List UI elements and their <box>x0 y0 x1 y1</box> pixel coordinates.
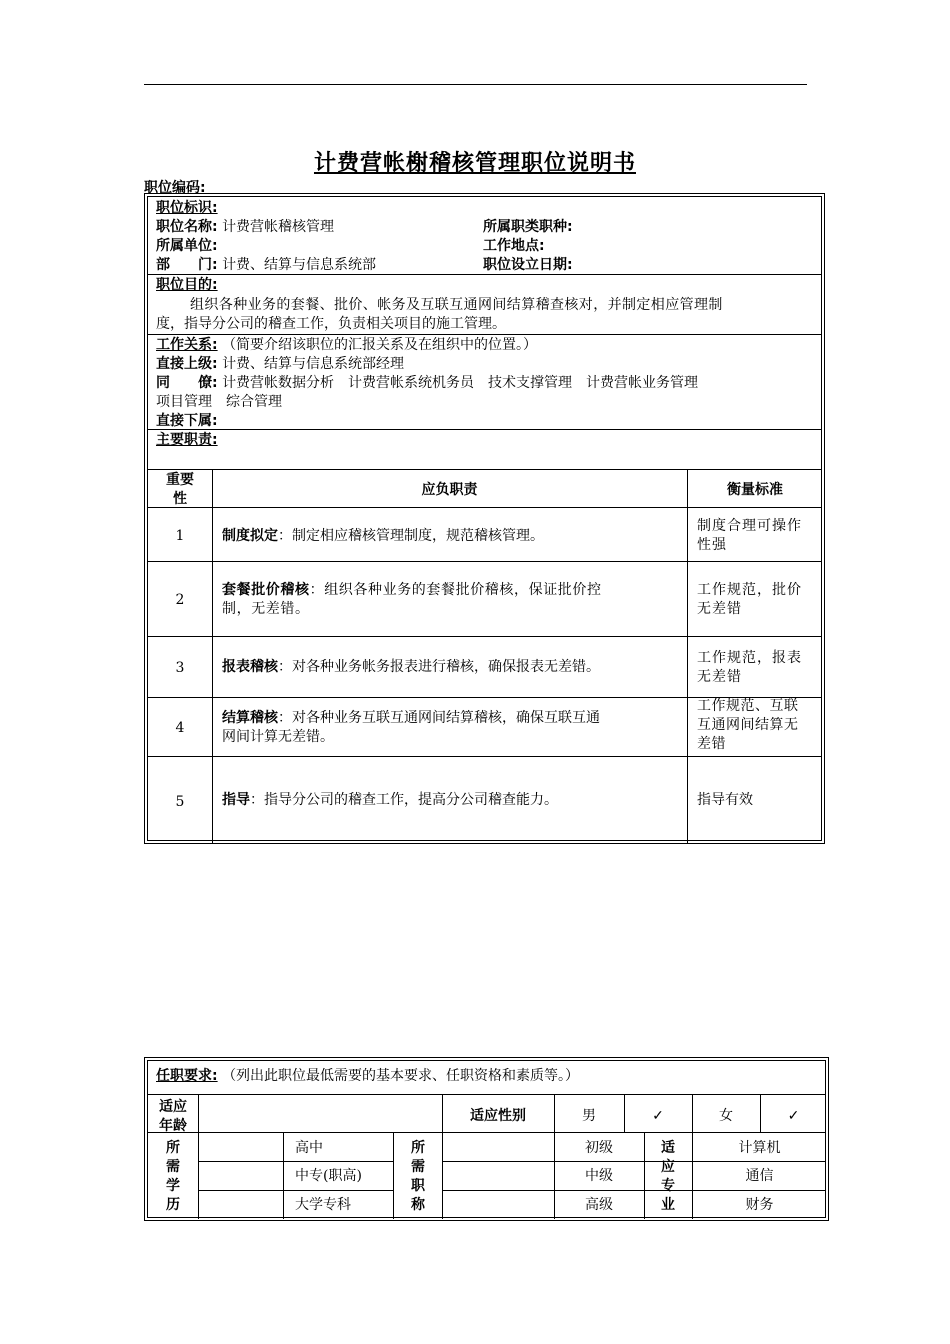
education-label-char: 需 <box>166 1159 180 1175</box>
header-standard: 衡量标准 <box>727 482 783 498</box>
header-importance-line-1: 重要 <box>166 472 194 488</box>
row-2-standard-line-1: 工作规范，批价 <box>697 582 802 598</box>
title-level-3: 高级 <box>585 1197 613 1213</box>
column-divider <box>212 469 213 844</box>
divider <box>442 1161 692 1162</box>
divider <box>148 561 821 562</box>
row-4-standard-line-3: 差错 <box>697 736 726 752</box>
title-label-char: 所 <box>411 1140 425 1156</box>
superior-label: 直接上级: <box>156 356 218 372</box>
education-label-char: 所 <box>166 1140 180 1156</box>
divider <box>148 507 821 508</box>
row-5-number: 5 <box>175 794 185 810</box>
position-name-label: 职位名称: <box>156 219 218 235</box>
major-label-char: 业 <box>661 1197 675 1213</box>
divider <box>148 636 821 637</box>
education-label <box>163 1139 183 1215</box>
peers-row <box>156 374 698 393</box>
row-3-standard-line-1: 工作规范，报表 <box>697 650 802 666</box>
requirements-heading: 任职要求: <box>156 1068 218 1084</box>
purpose-line-2: 度，指导分公司的稽查工作，负责相关项目的施工管理。 <box>156 316 506 332</box>
requirements-inner <box>147 1060 826 1218</box>
header-importance <box>148 471 212 509</box>
column-divider <box>442 1132 443 1219</box>
row-4-standard <box>697 697 799 754</box>
row-4-standard-line-1: 工作规范、互联 <box>697 698 799 714</box>
divider <box>148 429 821 430</box>
column-divider <box>687 469 688 844</box>
job-description-inner <box>147 196 822 841</box>
row-3-duty <box>222 658 600 677</box>
header-duties: 应负职责 <box>421 482 478 498</box>
row-4-text: ：对各种业务互联互通网间结算稽核，确保互联互通 <box>278 710 600 726</box>
major-1: 计算机 <box>738 1140 781 1156</box>
row-3-title: 报表稽核 <box>222 659 278 675</box>
identification-heading: 职位标识: <box>156 200 218 216</box>
department-row <box>156 256 376 275</box>
row-2-standard <box>697 581 802 619</box>
row-5-text: ：指导分公司的稽查工作，提高分公司稽查能力。 <box>250 792 558 808</box>
department-label: 部 门: <box>156 257 218 273</box>
work-relations-row <box>156 336 537 355</box>
title-level-1: 初级 <box>585 1140 613 1156</box>
purpose-heading: 职位目的: <box>156 277 218 293</box>
major-label-char: 专 <box>661 1178 675 1194</box>
row-2-text-line-2: 制，无差错。 <box>222 601 310 617</box>
divider <box>692 1190 825 1191</box>
row-1-title: 制度拟定 <box>222 528 278 544</box>
row-4-duty <box>222 709 600 747</box>
divider <box>692 1161 825 1162</box>
row-2-text: ：组织各种业务的套餐批价稽核，保证批价控 <box>309 582 602 598</box>
major-label <box>658 1139 678 1215</box>
divider <box>148 1132 825 1133</box>
title-label-char: 称 <box>411 1197 425 1213</box>
main-duties-label: 主要职责: <box>156 432 218 448</box>
row-1-text: ：制定相应稽核管理制度，规范稽核管理。 <box>278 528 544 544</box>
age-label-line-1: 适应 <box>159 1099 187 1115</box>
row-5-title: 指导 <box>222 792 250 808</box>
row-1-duty <box>222 527 544 546</box>
row-1-number: 1 <box>175 528 185 544</box>
divider <box>442 1190 692 1191</box>
work-relations-heading: 工作关系: <box>156 337 218 353</box>
gender-label: 适应性别 <box>470 1108 526 1124</box>
divider <box>198 1190 393 1191</box>
major-2: 通信 <box>745 1168 774 1184</box>
gender-female-check: ✓ <box>787 1108 800 1124</box>
subordinate-label: 直接下属: <box>156 413 218 429</box>
divider <box>198 1161 393 1162</box>
education-label-char: 历 <box>166 1197 180 1213</box>
job-category-label: 所属职类职种: <box>483 219 573 235</box>
superior-row <box>156 355 404 374</box>
header-importance-line-2: 性 <box>173 491 187 507</box>
education-level-3: 大学专科 <box>295 1197 351 1213</box>
document-title: 计费营帐榭稽核管理职位说明书 <box>313 151 636 176</box>
column-divider <box>198 1094 199 1219</box>
gender-female: 女 <box>719 1108 733 1124</box>
row-3-number: 3 <box>175 660 185 676</box>
row-2-title: 套餐批价稽核 <box>222 582 310 598</box>
column-divider <box>644 1132 645 1219</box>
requirements-note: （列出此职位最低需要的基本要求、任职资格和素质等。） <box>222 1068 580 1084</box>
row-1-standard <box>697 517 802 555</box>
established-date-label: 职位设立日期: <box>483 257 573 273</box>
row-3-standard-line-2: 无差错 <box>697 669 742 685</box>
column-divider <box>393 1132 394 1219</box>
row-2-standard-line-2: 无差错 <box>697 601 742 617</box>
position-code-label: 职位编码: <box>144 180 206 196</box>
row-5-duty <box>222 791 558 810</box>
major-label-char: 应 <box>661 1159 675 1175</box>
divider <box>148 334 821 335</box>
peers-label: 同 僚: <box>156 375 218 391</box>
position-name-row <box>156 218 334 237</box>
row-3-text: ：对各种业务帐务报表进行稽核，确保报表无差错。 <box>278 659 600 675</box>
work-relations-note: （简要介绍该职位的汇报关系及在组织中的位置。） <box>222 337 538 353</box>
gender-male-check: ✓ <box>652 1108 664 1124</box>
row-2-number: 2 <box>175 592 185 608</box>
title-label-char: 职 <box>411 1178 425 1194</box>
row-4-number: 4 <box>175 720 185 736</box>
age-label-line-2: 年龄 <box>159 1118 187 1134</box>
education-level-2: 中专(职高) <box>295 1168 362 1184</box>
requirements-heading-row <box>156 1067 579 1086</box>
row-5-standard: 指导有效 <box>697 792 753 808</box>
divider <box>148 1094 825 1095</box>
peers-value: 计费营帐数据分析 计费营帐系统机务员 技术支撑管理 计费营帐业务管理 <box>222 375 699 391</box>
header-rule <box>144 84 807 85</box>
row-4-text-line-2: 网间计算无差错。 <box>222 729 334 745</box>
purpose-line-1: 组织各种业务的套餐、批价、帐务及互联互通网间结算稽查核对，并制定相应管理制 <box>190 297 723 313</box>
row-4-title: 结算稽核 <box>222 710 278 726</box>
unit-label: 所属单位: <box>156 238 218 254</box>
major-3: 财务 <box>745 1197 774 1213</box>
divider <box>148 274 821 275</box>
peers-value-line-2: 项目管理 综合管理 <box>156 394 282 410</box>
gender-male: 男 <box>582 1108 596 1124</box>
age-label <box>148 1098 198 1136</box>
row-3-standard <box>697 649 802 687</box>
major-label-char: 适 <box>661 1140 675 1156</box>
title-level-2: 中级 <box>585 1168 613 1184</box>
superior-value: 计费、结算与信息系统部经理 <box>222 356 405 372</box>
row-1-standard-line-2: 性强 <box>697 537 727 553</box>
department-value: 计费、结算与信息系统部 <box>222 257 377 273</box>
row-2-duty <box>222 581 602 619</box>
education-label-char: 学 <box>166 1178 180 1194</box>
row-1-standard-line-1: 制度合理可操作 <box>697 518 802 534</box>
title-label <box>408 1139 428 1215</box>
row-4-standard-line-2: 互通网间结算无 <box>697 717 799 733</box>
job-description-box <box>144 193 825 844</box>
column-divider <box>283 1132 284 1219</box>
divider <box>148 469 821 470</box>
divider <box>148 756 821 757</box>
requirements-box <box>144 1057 829 1221</box>
education-level-1: 高中 <box>295 1140 323 1156</box>
position-name-value: 计费营帐稽核管理 <box>222 219 335 235</box>
work-location-label: 工作地点: <box>483 238 545 254</box>
title-label-char: 需 <box>411 1159 425 1175</box>
